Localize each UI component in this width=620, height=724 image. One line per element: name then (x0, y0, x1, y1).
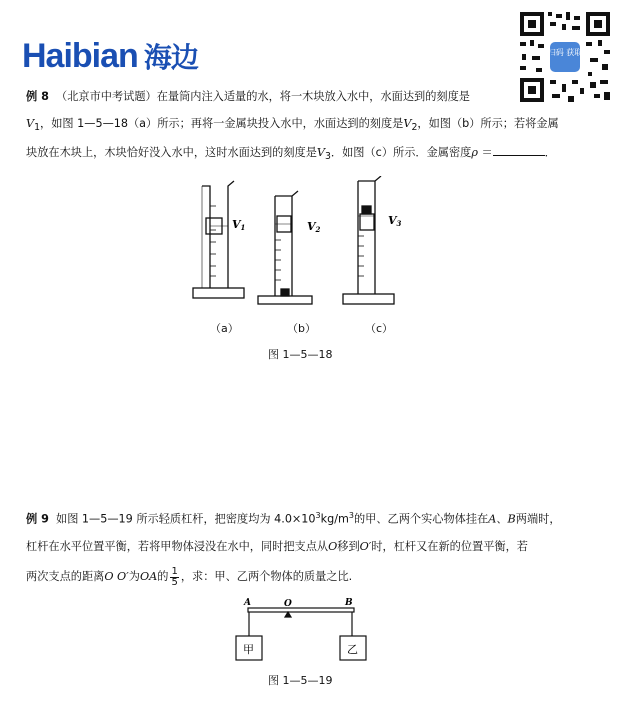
v2-symbol: V (403, 117, 412, 130)
v3-sub: 3 (324, 151, 331, 163)
haibian-logo (22, 36, 198, 76)
label-b: （b） (287, 322, 316, 335)
ex9-text3: 两端时， (515, 512, 561, 526)
point-a-text: A (488, 512, 497, 526)
logo-cn: 海边 (143, 41, 198, 74)
ex8-text2: ，如图 1—5—18（a）所示；再将一金属块投入水中，水面达到的刻度是 (40, 117, 404, 130)
ex9-text8: 为 (128, 570, 140, 583)
v1-symbol: V (26, 117, 35, 130)
point-o-text: O (328, 540, 338, 553)
cylinder-a (193, 181, 244, 298)
ex8-text3: ，如图（b）所示；若将金属 (417, 117, 559, 130)
ex9-line1 (26, 509, 561, 527)
cylinder-c (343, 176, 394, 304)
logo-text: Haibian (22, 37, 138, 75)
ex9-text4: 杠杆在水平位置平衡，若将甲物体浸没在水中，同时把支点从 (26, 540, 329, 553)
oa-text: OA (139, 570, 158, 583)
label-v1: V1 (232, 218, 246, 232)
answer-blank (493, 145, 545, 156)
point-o: O (284, 599, 292, 609)
point-a: A (244, 598, 251, 608)
label-v2: V2 (307, 220, 321, 234)
period: ． (544, 146, 556, 159)
fulcrum (285, 612, 291, 617)
qr-code (518, 10, 612, 104)
ex9-text6: 时，杠杆又在新的位置平衡，若 (371, 540, 528, 553)
v3-symbol: V (316, 146, 325, 159)
ex8-text4: 块放在木块上，木块恰好没入水中，这时水面达到的刻度是 (26, 146, 317, 159)
ex8-label: 例 8 (26, 90, 49, 103)
ex9-text7: 两次支点的距离 (26, 570, 105, 583)
ex8-text1: （北京市中考试题）在量筒内注入适量的水，将一木块放入水中，水面达到的刻度是 (56, 90, 470, 103)
ex8-line3 (26, 145, 556, 164)
exp-m3: 3 (348, 511, 354, 520)
figure-1-5-19 (228, 596, 378, 666)
ex9-label: 例 9 (26, 512, 49, 526)
unit: kg/m (320, 512, 349, 526)
point-b-text: B (507, 512, 516, 526)
figure-1-5-18-caption: 图 1—5—18 (268, 348, 333, 361)
exp-3: 3 (315, 511, 321, 520)
label-jia: 甲 (243, 643, 254, 656)
cylinder-b (258, 191, 312, 304)
oo-prime-text: O O′ (104, 570, 129, 583)
point-o-prime-text: O′ (359, 540, 372, 553)
ex9-line2 (26, 540, 528, 554)
label-v3: V3 (388, 214, 402, 228)
ex8-line1 (26, 90, 470, 104)
qr-label: 扫码 获取 (547, 48, 583, 57)
v1-sub: 1 (34, 122, 41, 134)
ex9-text9: 的 (157, 570, 169, 583)
sep: 、 (496, 512, 508, 526)
numerator: 1 (171, 565, 178, 577)
fraction-one-fifth (170, 567, 178, 588)
label-a: （a） (210, 322, 239, 335)
ex9-text5: 移到 (337, 540, 360, 553)
ex9-line3 (26, 566, 352, 588)
equals: ＝ (477, 146, 493, 159)
figure-1-5-18 (180, 176, 420, 314)
ex8-text5: ．如图（c）所示．金属密度 (330, 146, 472, 159)
denominator: 5 (171, 576, 178, 588)
label-c: （c） (365, 322, 394, 335)
ex9-text1: 如图 1—5—19 所示轻质杠杆，把密度均为 4.0×10 (56, 512, 316, 526)
point-b: B (345, 598, 353, 608)
figure-1-5-19-caption: 图 1—5—19 (268, 674, 333, 687)
lever-bar (248, 608, 354, 612)
ex8-line2 (26, 117, 559, 135)
rho-symbol: ρ (471, 146, 478, 159)
v2-sub: 2 (411, 122, 418, 134)
label-yi: 乙 (347, 643, 358, 656)
ex9-text2: 的甲、乙两个实心物体挂在 (353, 512, 489, 526)
ex9-text10: ，求：甲、乙两个物体的质量之比. (180, 570, 353, 583)
